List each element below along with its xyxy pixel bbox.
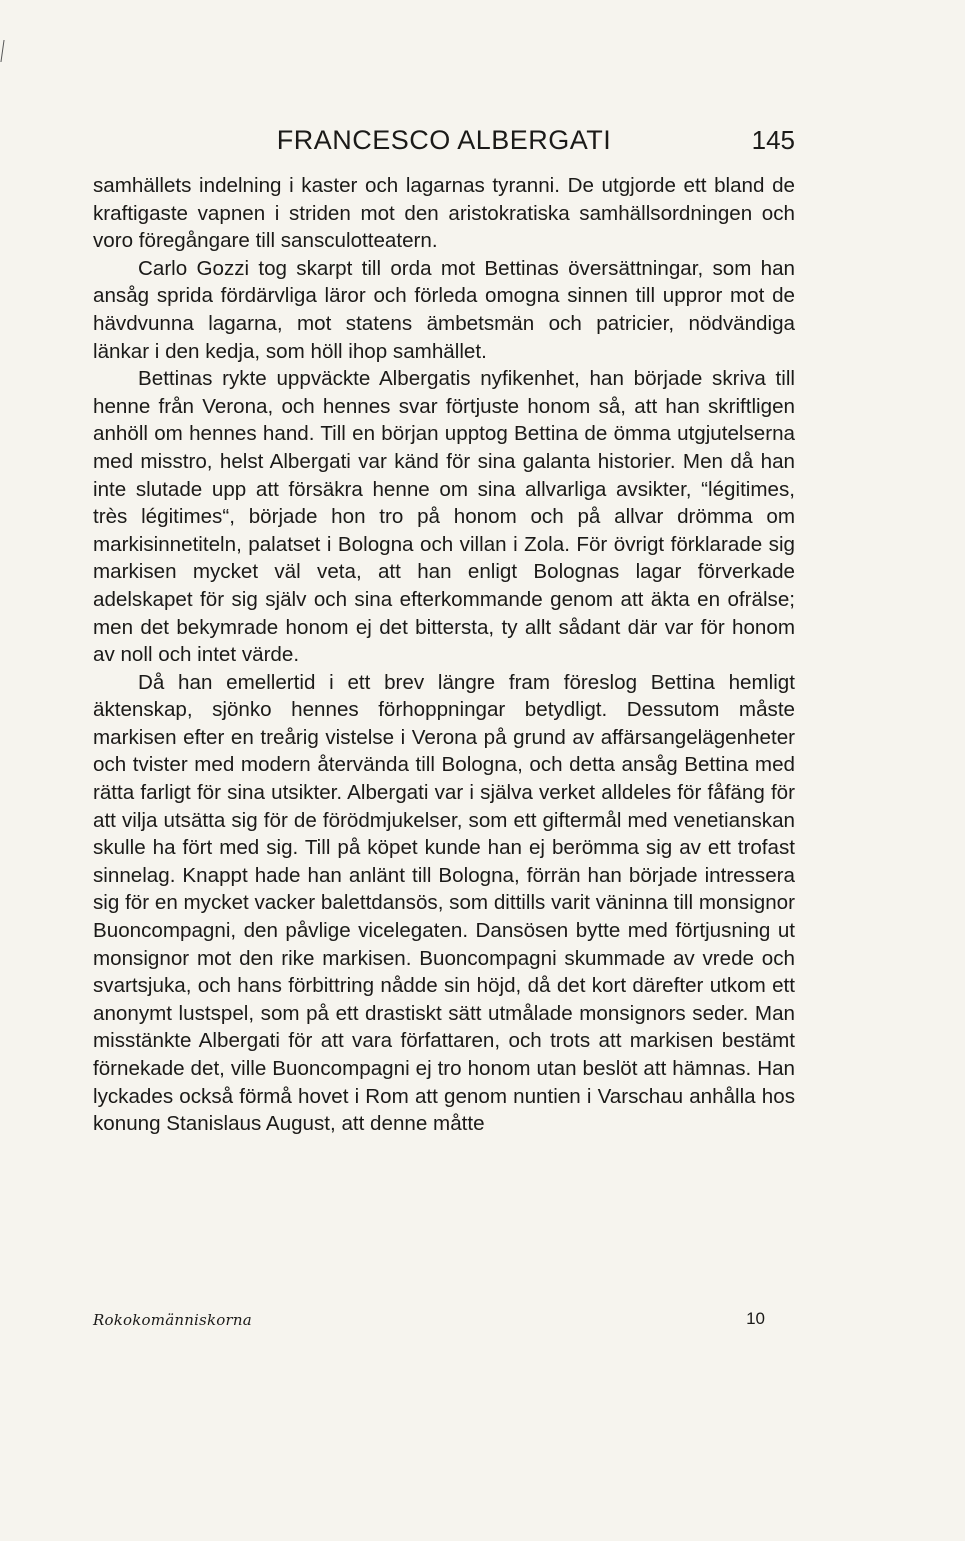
- paragraph: Bettinas rykte uppväckte Albergatis nyfikenhet, han började skriva till henne från Verona, och hennes svar förtjuste honom så, att han skriftligen anhöll om hennes hand. Till en början upptog Bettina de ömma utgjutelserna med misstro, helst Albergati var känd för sina galanta historier. Men då han inte slutade upp att försäkra henne om sina allvarliga avsikter, “légitimes, très légitimes“, började hon tro på honom och på allvar drömma om markisinnetiteln, palatset i Bologna och villan i Zola. För övrigt förklarade sig markisen mycket väl veta, att han enligt Bolognas lagar förverkade adelskapet för sig själv och sina efterkommande genom att äkta en ofrälse; men det bekymrade honom ej det bittersta, ty allt sådant där var för honom av noll och intet värde.: [93, 367, 795, 667]
- signature-mark: Rokokomänniskorna: [93, 1311, 252, 1329]
- paragraph: Carlo Gozzi tog skarpt till orda mot Bettinas översättningar, som han ansåg sprida fördärvliga läror och förleda omogna sinnen till uppror mot de hävdvunna lagarna, mot statens ämbetsmän och patricier, nödvändiga länkar i den kedja, som höll ihop samhället.: [93, 256, 795, 363]
- paragraph: samhällets indelning i kaster och lagarnas tyranni. De utgjorde ett bland de kraftigaste vapnen i striden mot den aristokratiska samhällsordningen och voro föregångare till sansculotteatern.: [93, 174, 795, 253]
- running-title: FRANCESCO ALBERGATI: [276, 125, 612, 155]
- margin-mark: [0, 40, 7, 62]
- running-header: [93, 121, 795, 161]
- page-footer: [93, 1309, 795, 1335]
- paragraph: Då han emellertid i ett brev längre fram föreslog Bettina hemligt äktenskap, sjönko hennes förhoppningar betydligt. Dessutom måste markisen efter en treårig vistelse i Verona på grund av affärsangelägenheter och tvister med modern återvända till Bologna, och detta ansåg Bettina med rätta farligt för sina utsikter. Albergati var i själva verket alldeles för fåfäng för att vilja utsätta sig för de förödmjukelser, som ett giftermål med venetianskan skulle ha fört med sig. Till på köpet kunde han ej berömma sig av ett trofast sinnelag. Knappt hade han anlänt till Bologna, förrän han började intressera sig för en mycket vacker balettdansös, som dittills varit väninna till monsignor Buoncompagni, den påvlige vicelegaten. Dansösen bytte med förtjusning ut monsignor mot den rike markisen. Buoncompagni skummade av vrede och svartsjuka, och hans förbittring nådde sin höjd, då det kort därefter utkom ett anonymt lustspel, som på ett drastiskt sätt utmålade monsignors seder. Man misstänkte Albergati för att vara författaren, och trots att markisen bestämt förnekade det, ville Buoncompagni ej tro honom utan beslöt att hämnas. Han lyckades också förmå hovet i Rom att genom nuntien i Varschau anhålla hos konung Stanislaus August, att denne måtte: [93, 670, 795, 1136]
- sheet-number: 10: [746, 1309, 765, 1328]
- page-number: 145: [751, 125, 795, 155]
- body-text: [93, 172, 795, 1138]
